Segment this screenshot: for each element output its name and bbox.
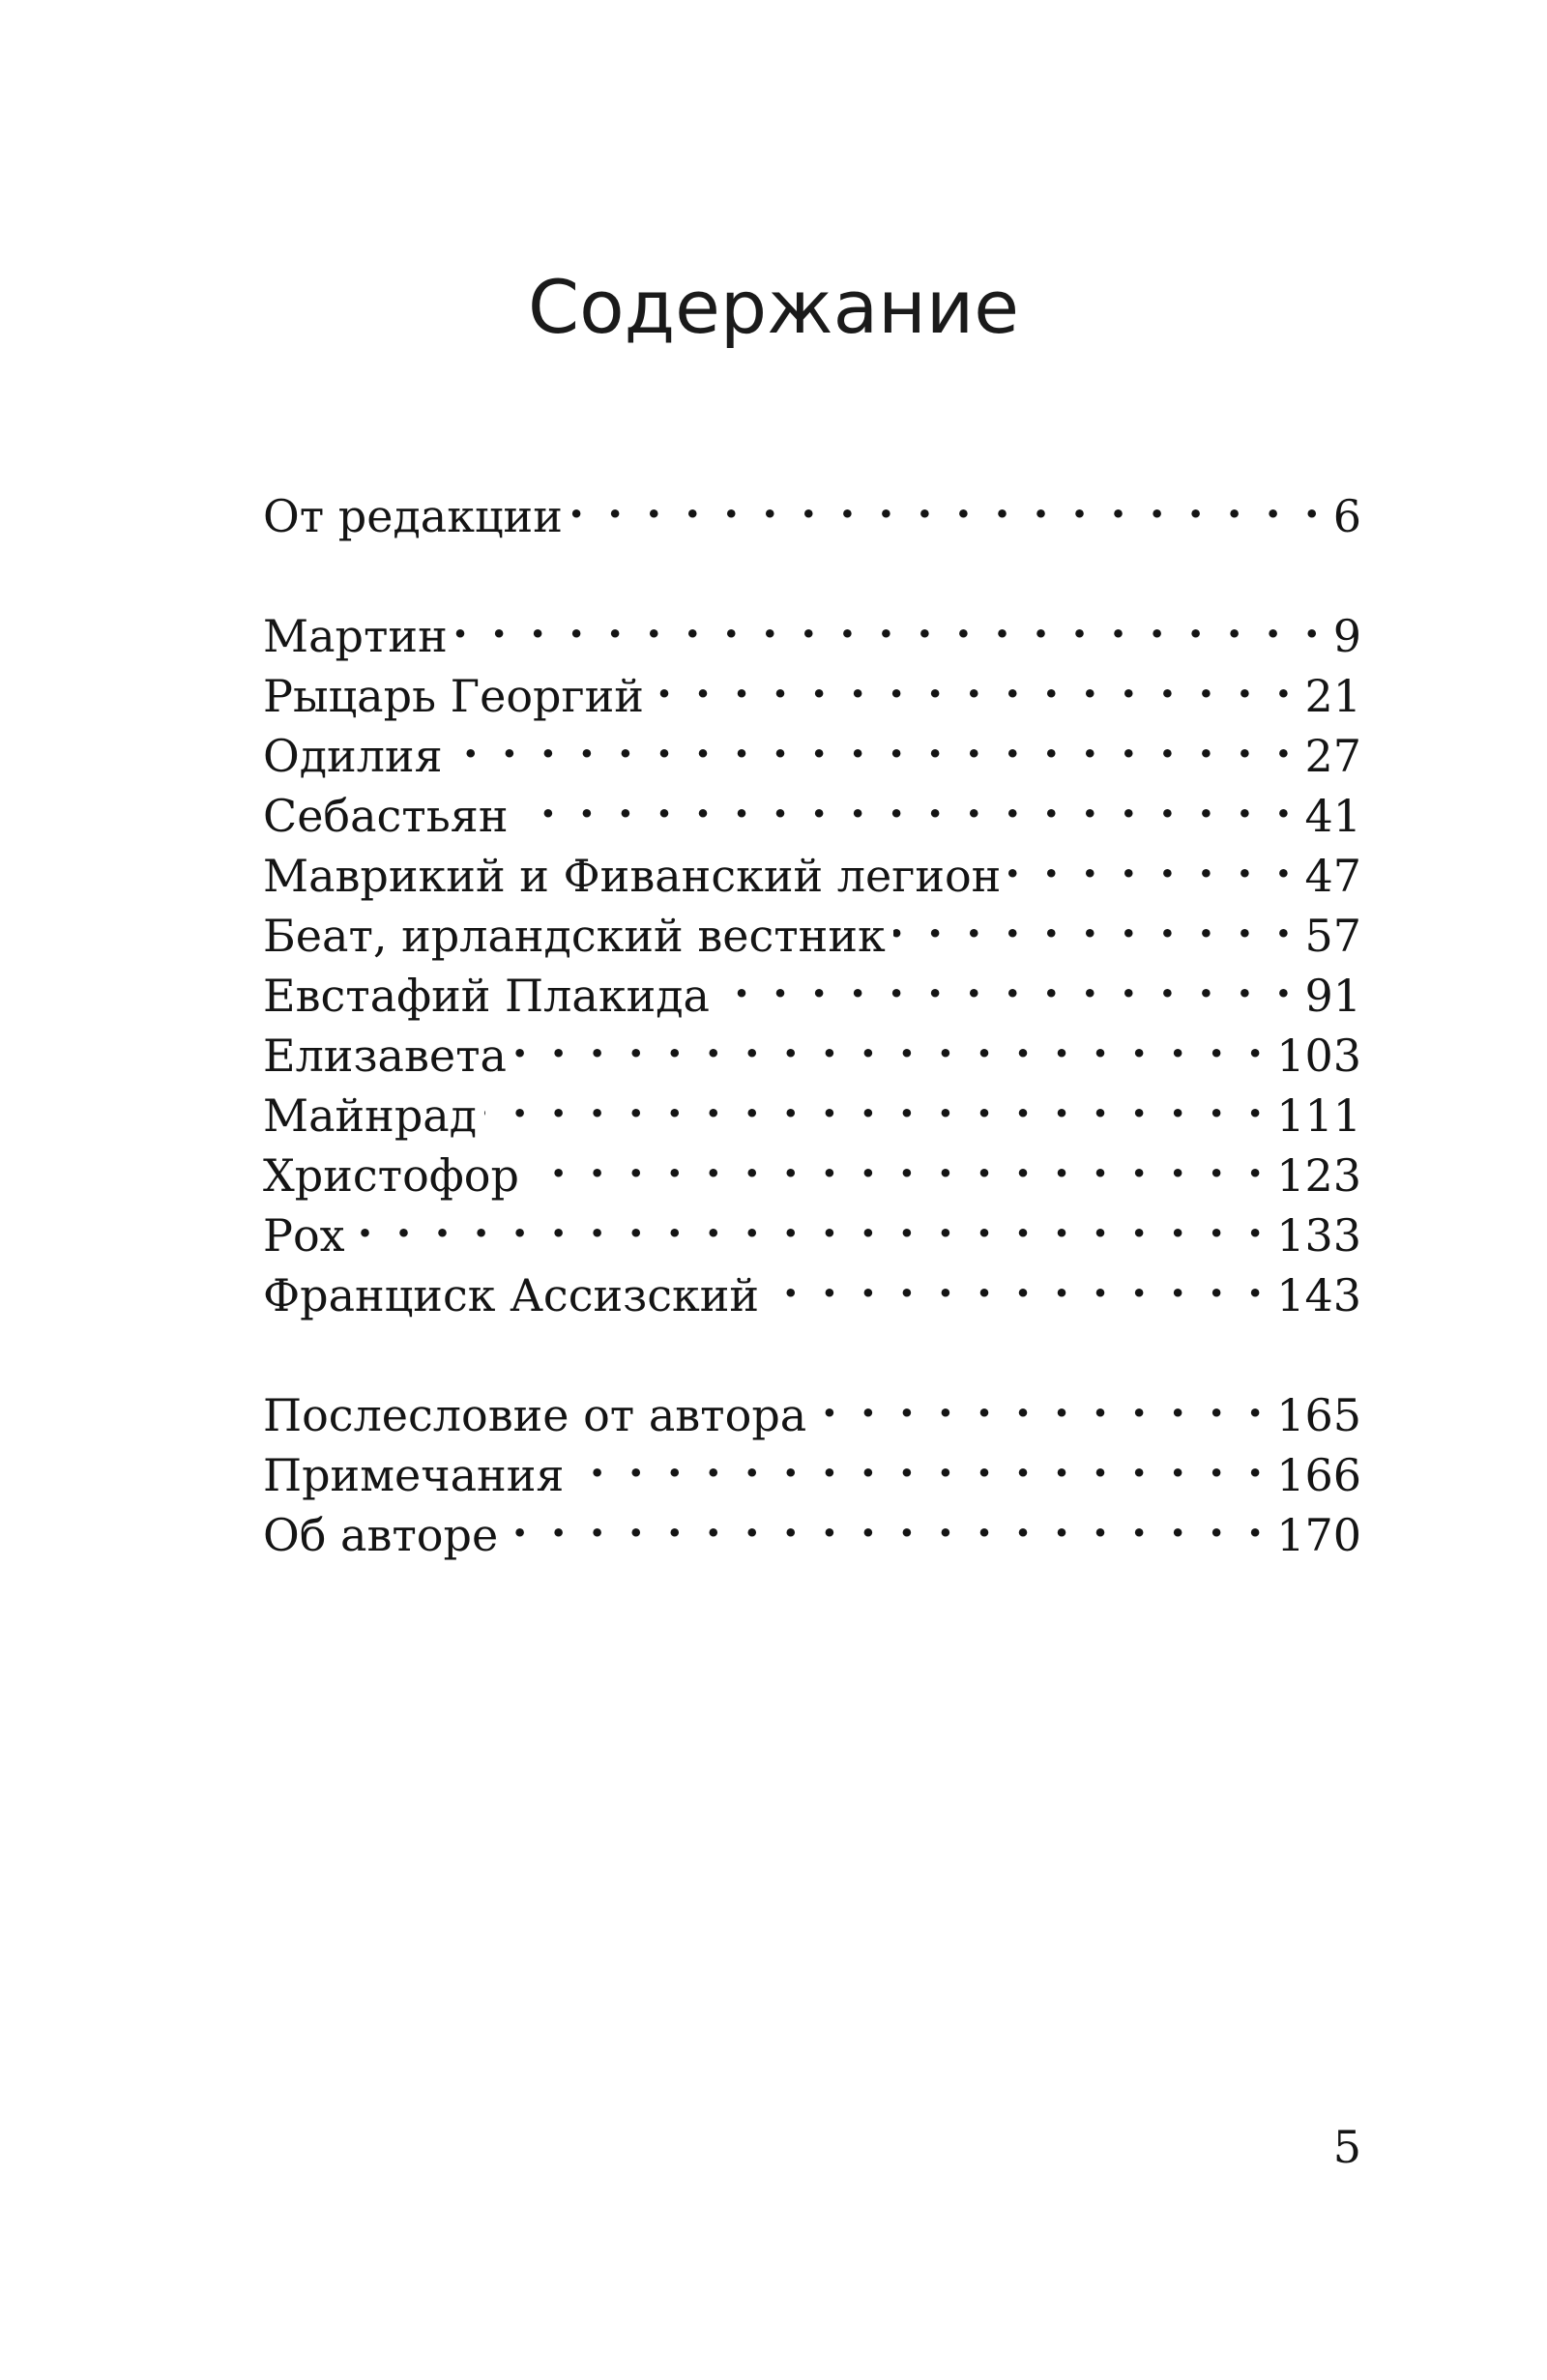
table-of-contents <box>263 472 1361 1561</box>
toc-entry-title: От редакции <box>263 490 563 542</box>
toc-dot-leader <box>455 592 1324 652</box>
toc-group-back <box>263 1371 1361 1561</box>
toc-dot-leader <box>353 1191 1268 1251</box>
toc-dot-leader <box>652 652 1296 711</box>
toc-dot-leader <box>514 1011 1267 1071</box>
toc-entry-title: Елизавета <box>263 1030 507 1082</box>
toc-entry <box>263 1371 1361 1441</box>
toc-entry-title: Рох <box>263 1209 345 1262</box>
toc-dot-leader <box>570 472 1324 532</box>
toc-entry-page: 133 <box>1276 1209 1361 1262</box>
page-title: Содержание <box>528 264 1019 350</box>
toc-group-front <box>263 472 1361 542</box>
toc-entry-title: Рыцарь Георгий <box>263 670 644 722</box>
toc-entry-page: 6 <box>1332 490 1361 542</box>
toc-entry-page: 170 <box>1276 1509 1361 1561</box>
toc-entry <box>263 472 1361 542</box>
toc-entry-page: 103 <box>1276 1030 1361 1082</box>
toc-entry-page: 91 <box>1304 970 1361 1022</box>
toc-entry-title: Одилия <box>263 730 443 782</box>
toc-dot-leader <box>515 771 1295 831</box>
toc-entry-page: 27 <box>1304 730 1361 782</box>
toc-entry-title: Примечания <box>263 1449 565 1501</box>
toc-dot-leader <box>451 711 1296 771</box>
toc-entry-page: 57 <box>1304 910 1361 962</box>
toc-dot-leader <box>893 891 1296 951</box>
toc-entry-page: 9 <box>1332 610 1361 662</box>
toc-dot-leader <box>506 1491 1267 1551</box>
toc-entry <box>263 1191 1361 1262</box>
toc-entry-title: Евстафий Плакида <box>263 970 710 1022</box>
toc-entry-title: Мартин <box>263 610 448 662</box>
page-number: 5 <box>1332 2121 1361 2173</box>
toc-entry-page: 47 <box>1304 850 1361 902</box>
toc-entry-title: Себастьян <box>263 790 509 842</box>
toc-dot-leader <box>571 1431 1267 1491</box>
toc-dot-leader <box>1008 831 1295 891</box>
toc-entry-title: Маврикий и Фиванский легион <box>263 850 1002 902</box>
toc-entry-page: 143 <box>1276 1269 1361 1321</box>
toc-entry-title: Франциск Ассизский <box>263 1269 760 1321</box>
toc-entry-title: Послесловие от автора <box>263 1389 807 1441</box>
toc-entry-title: Беат, ирландский вестник <box>263 910 886 962</box>
toc-dot-leader <box>814 1371 1267 1431</box>
toc-entry-page: 123 <box>1276 1149 1361 1202</box>
toc-entry-title: Христофор <box>263 1149 519 1202</box>
toc-dot-leader <box>767 1251 1267 1311</box>
toc-dot-leader <box>717 951 1295 1011</box>
toc-entry-title: Майнрад <box>263 1089 478 1142</box>
toc-dot-leader <box>527 1131 1267 1191</box>
toc-entry-title: Об авторе <box>263 1509 499 1561</box>
toc-entry-page: 166 <box>1276 1449 1361 1501</box>
toc-entry-page: 165 <box>1276 1389 1361 1441</box>
toc-entry-page: 111 <box>1276 1089 1361 1142</box>
toc-entry-page: 41 <box>1304 790 1361 842</box>
toc-dot-leader <box>484 1071 1267 1131</box>
toc-entry-page: 21 <box>1304 670 1361 722</box>
toc-entry <box>263 592 1361 662</box>
toc-group-chapters <box>263 592 1361 1321</box>
toc-entry <box>263 1251 1361 1321</box>
